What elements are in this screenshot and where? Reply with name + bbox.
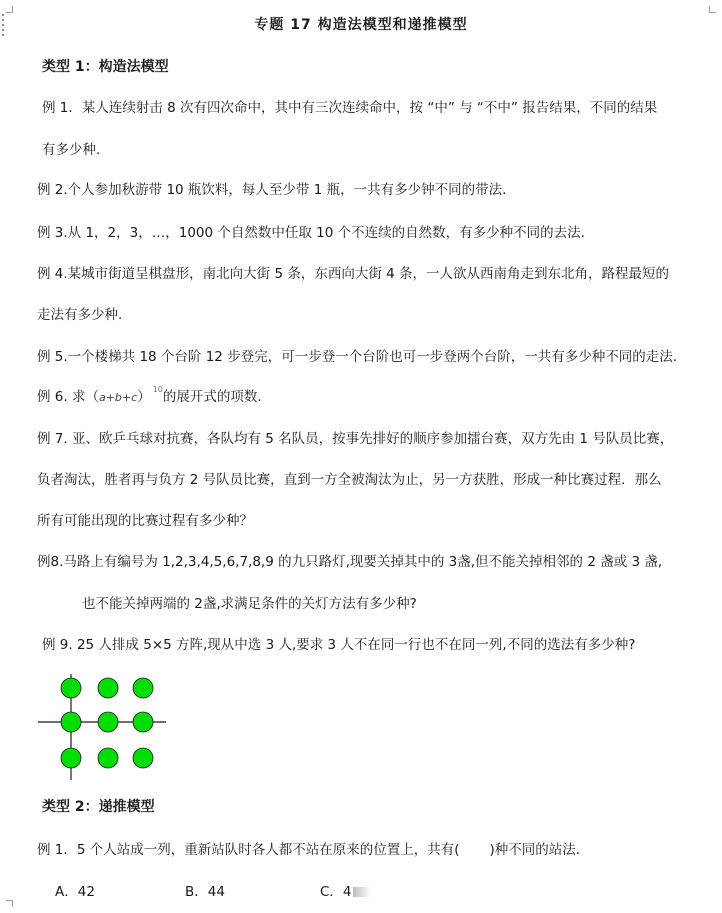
example6 [37, 385, 262, 405]
example1-line2: 有多少种. [42, 142, 101, 158]
option-b: B．44 [185, 884, 225, 900]
option-c [320, 880, 371, 900]
page-title: 专题 17 构造法模型和递推模型 [254, 17, 468, 33]
cropped-text-fade [353, 887, 371, 897]
example8-line1: 例8.马路上有编号为 1,2,3,4,5,6,7,8,9 的九只路灯,现要关掉其中的 3盏,但不能关掉相邻的 2 盏或 3 盏, [37, 554, 663, 570]
example6-expression: a+b+c [98, 391, 138, 404]
example3: 例 3.从 1，2，3，…，1000 个自然数中任取 10 个不连续的自然数，有多少种不同的去法. [37, 225, 585, 241]
grid-dot [98, 678, 118, 698]
example7-line1: 例 7. 亚、欧乒乓球对抗赛，各队均有 5 名队员，按事先排好的顺序参加擂台赛，双方先由 1 号队员比赛， [37, 431, 674, 447]
grid-dot [61, 712, 81, 732]
grid-dot [133, 712, 153, 732]
example5: 例 5.一个楼梯共 18 个台阶 12 步登完，可一步登一个台阶也可一步登两个台阶，一共有多少种不同的走法. [37, 349, 677, 365]
example8-line2: 也不能关掉两端的 2盏,求满足条件的关灯方法有多少种? [82, 596, 417, 612]
grid-dot [98, 748, 118, 768]
crop-mark-top-right [709, 6, 716, 13]
example1-line1: 例 1．某人连续射击 8 次有四次命中，其中有三次连续命中，按 “中” 与 “不中” 报告结果，不同的结果 [42, 100, 658, 116]
option-c-text: C．4 [320, 884, 352, 900]
example9: 例 9. 25 人排成 5×5 方阵,现从中选 3 人,要求 3 人不在同一行也不在同一列,不同的选法有多少种? [42, 637, 636, 653]
example7-line3: 所有可能出现的比赛过程有多少种？ [37, 513, 253, 529]
example6-exponent: 10 [152, 385, 163, 394]
example6-prefix: 例 6. 求（ [37, 389, 99, 405]
grid-dot [133, 678, 153, 698]
section-heading-type2: 类型 2：递推模型 [42, 799, 155, 815]
section-heading-type1: 类型 1：构造法模型 [42, 59, 169, 75]
example6-suffix: 的展开式的项数. [162, 389, 262, 405]
grid-figure-svg [38, 672, 168, 782]
example7-line2: 负者淘汰，胜者再与负方 2 号队员比赛，直到一方全被淘汰为止，另一方获胜，形成一种比赛过程．那么 [37, 472, 662, 488]
recursion-example1-prefix: 例 1．5 个人站成一列，重新站队时各人都不站在原来的位置上，共有( [37, 842, 460, 858]
example4-line1: 例 4.某城市街道呈棋盘形，南北向大街 5 条，东西向大街 4 条，一人欲从西南角走到东北角，路程最短的 [37, 266, 670, 282]
example4-line2: 走法有多少种. [37, 307, 123, 323]
example6-close: ） [137, 389, 151, 405]
recursion-example1-suffix: )种不同的站法． [489, 842, 590, 858]
grid-dot [98, 712, 118, 732]
grid-dot [61, 748, 81, 768]
option-a: A．42 [55, 884, 95, 900]
crop-mark-bottom-left [6, 900, 13, 907]
recursion-example1 [37, 838, 589, 858]
crop-mark-top-left [6, 6, 13, 13]
grid-dot [133, 748, 153, 768]
grid-figure [38, 672, 168, 782]
example2: 例 2.个人参加秋游带 10 瓶饮料，每人至少带 1 瓶，一共有多少钟不同的带法. [37, 182, 507, 198]
grid-dot [61, 678, 81, 698]
